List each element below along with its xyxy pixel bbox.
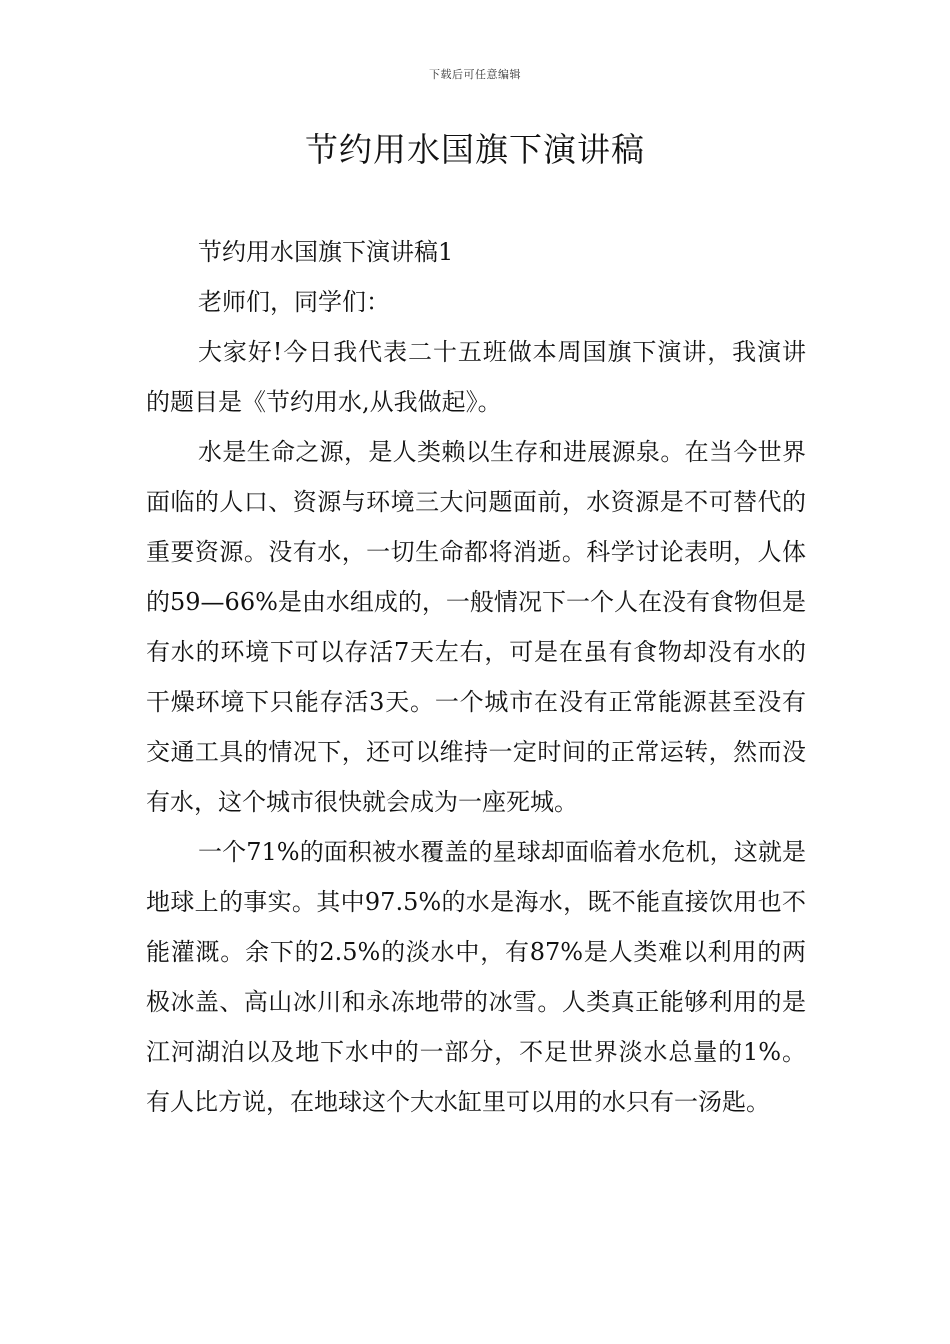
water-importance-paragraph: 水是生命之源，是人类赖以生存和进展源泉。在当今世界面临的人口、资源与环境三大问题面前，水资源是不可替代的重要资源。没有水，一切生命都将消逝。科学讨论表明，人体的59—66%是由水组成的，一般情况下一个人在没有食物但是有水的环境下可以存活7天左右，可是在虽有食物却没有水的干燥环境下只能存活3天。一个城市在没有正常能源甚至没有交通工具的情况下，还可以维持一定时间的正常运转，然而没有水，这个城市很快就会成为一座死城。 bbox=[146, 438, 806, 816]
water-crisis-paragraph: 一个71%的面积被水覆盖的星球却面临着水危机，这就是地球上的事实。其中97.5%的水是海水，既不能直接饮用也不能灌溉。余下的2.5%的淡水中，有87%是人类难以利用的两极冰盖、高山冰川和永冻地带的冰雪。人类真正能够利用的是江河湖泊以及地下水中的一部分，不足世界淡水总量的1%。有人比方说，在地球这个大水缸里可以用的水只有一汤匙。 bbox=[146, 838, 806, 1116]
document-body bbox=[146, 227, 806, 1127]
subtitle-paragraph: 节约用水国旗下演讲稿1 bbox=[198, 238, 454, 266]
salutation-paragraph: 老师们，同学们： bbox=[198, 288, 390, 316]
intro-paragraph: 大家好!今日我代表二十五班做本周国旗下演讲，我演讲的题目是《节约用水,从我做起》。 bbox=[146, 338, 806, 416]
header-note: 下载后可任意编辑 bbox=[429, 68, 521, 81]
document-title: 节约用水国旗下演讲稿 bbox=[305, 130, 645, 169]
